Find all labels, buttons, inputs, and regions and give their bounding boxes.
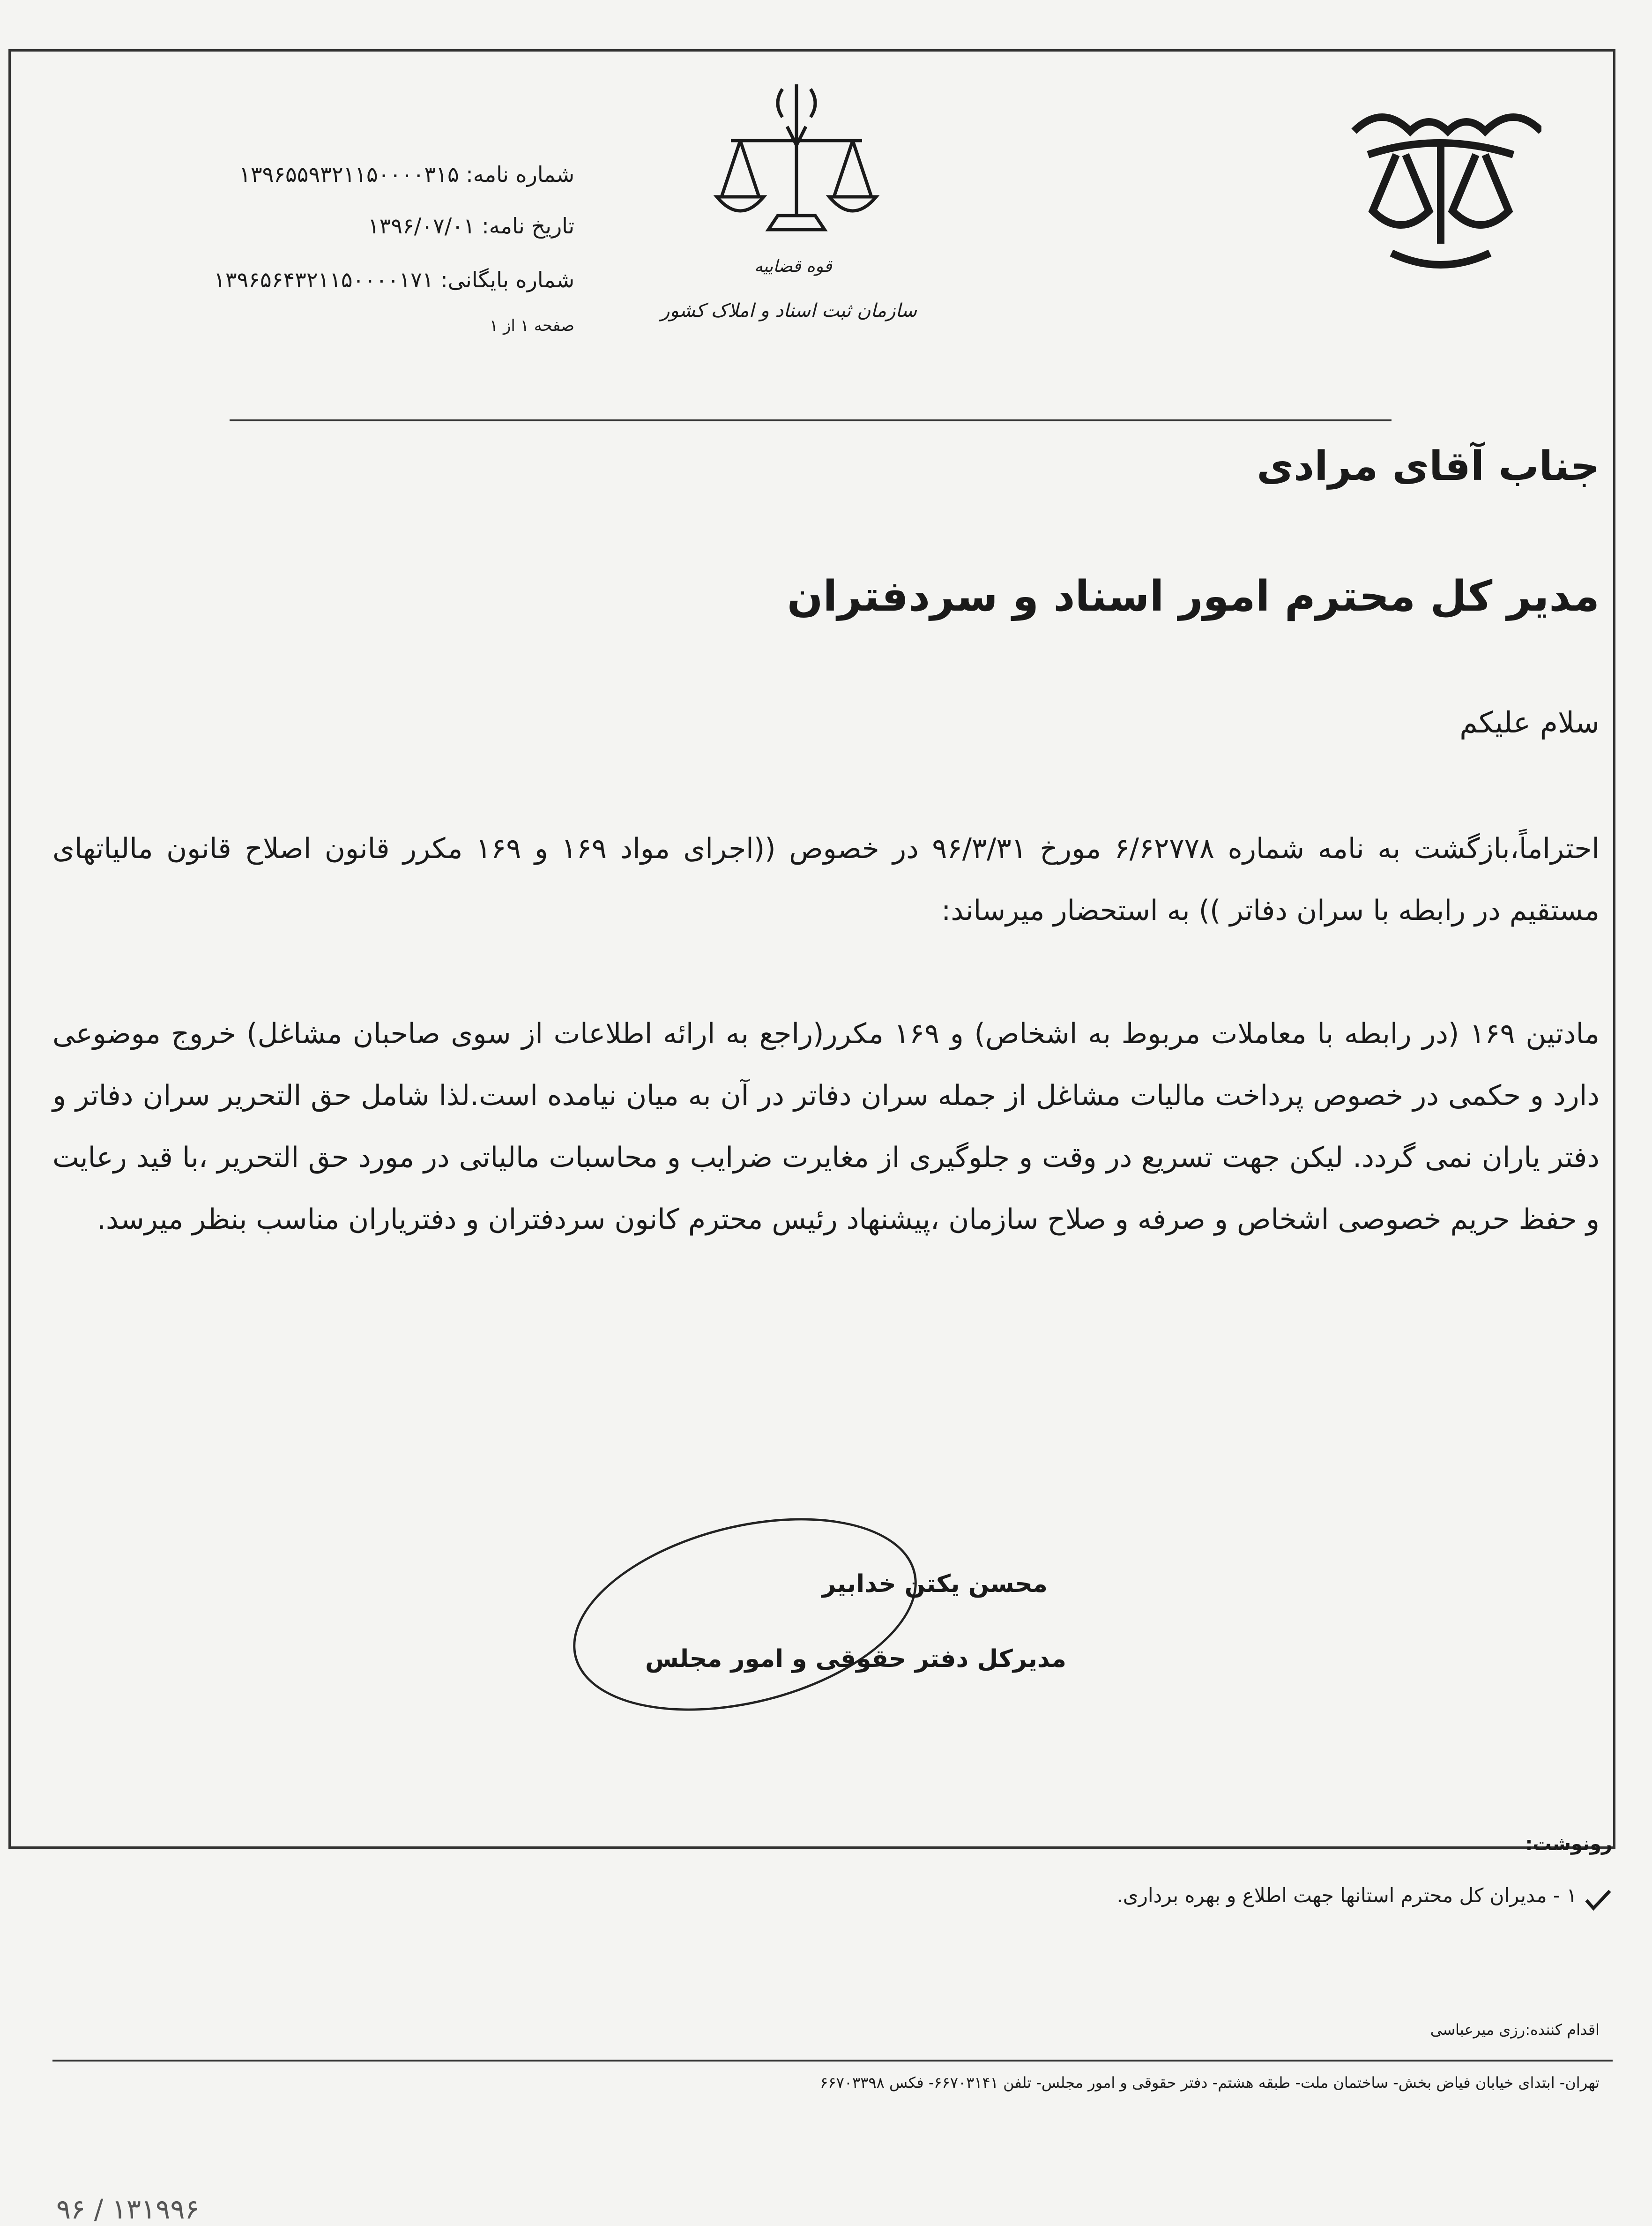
paragraph-1: احتراماً،بازگشت به نامه شماره ۶/۶۲۷۷۸ مورخ ۹۶/۳/۳۱ در خصوص ((اجرای مواد ۱۶۹ و ۱۶۹ مکرر قانون اصلاح قانون مالیاتهای مستقیم در رابطه با سران دفاتر )) به استحضار میرساند: bbox=[52, 832, 1600, 927]
action-by: اقدام کننده:رزی میرعباسی bbox=[1430, 2021, 1600, 2039]
header-divider bbox=[230, 419, 1392, 421]
footer-address: تهران- ابتدای خیابان فیاض بخش- ساختمان ملت- طبقه هشتم- دفتر حقوقی و امور مجلس- تلفن ۶۶۷۰۳۱۴۱- فکس ۶۶۷۰۳۳۹۸ bbox=[820, 2074, 1600, 2092]
letter-number: شماره نامه: ۱۳۹۶۵۵۹۳۲۱۱۵۰۰۰۰۳۱۵ bbox=[239, 162, 574, 187]
signatory-name: محسن یکتن خدابیر bbox=[822, 1570, 1048, 1598]
paragraph-2: مادتین ۱۶۹ (در رابطه با معاملات مربوط به اشخاص) و ۱۶۹ مکرر(راجع به ارائه اطلاعات از سوی صاحبان مشاغل) خروج موضوعی دارد و حکمی در خصوص پرداخت مالیات مشاغل از جمله سران دفاتر در آن به میان نیامده است.لذا شامل حق التحریر سران دفاتر و دفتر یاران نمی گردد. لیکن جهت تسریع در وقت و جلوگیری از مغایرت ضرایب و محاسبات مالیاتی در مورد حق التحریر ،با قید رعایت و حفظ حریم خصوصی اشخاص و صرفه و صلاح سازمان ،پیشنهاد رئیس محترم کانون سردفتران و دفتریاران مناسب بنظر میرسد. bbox=[52, 1017, 1600, 1236]
letter-date: تاریخ نامه: ۱۳۹۶/۰۷/۰۱ bbox=[367, 213, 574, 239]
greeting: سلام علیکم bbox=[1459, 705, 1600, 740]
archive-number: شماره بایگانی: ۱۳۹۶۵۶۴۳۲۱۱۵۰۰۰۰۱۷۱ bbox=[214, 267, 574, 292]
check-mark-icon bbox=[1584, 1889, 1612, 1912]
judiciary-emblem-icon bbox=[1340, 103, 1541, 272]
cc-item-1: ۱ - مدیران کل محترم استانها جهت اطلاع و بهره برداری. bbox=[1116, 1884, 1577, 1907]
recipient-name: جناب آقای مرادی bbox=[1257, 443, 1600, 490]
recipient-title: مدیر کل محترم امور اسناد و سردفتران bbox=[787, 572, 1600, 621]
organization-name: سازمان ثبت اسناد و املاک کشور bbox=[661, 300, 917, 321]
footer-divider bbox=[52, 2060, 1613, 2062]
page-count: صفحه ۱ از ۱ bbox=[489, 316, 574, 335]
judiciary-label: قوه قضاییه bbox=[754, 257, 832, 276]
signatory-position: مدیرکل دفتر حقوقی و امور مجلس bbox=[645, 1645, 1066, 1673]
handwritten-number: ۹۶ / ۱۳۱۹۹۶ bbox=[56, 2193, 200, 2225]
cc-label: رونوشت: bbox=[1525, 1833, 1612, 1855]
